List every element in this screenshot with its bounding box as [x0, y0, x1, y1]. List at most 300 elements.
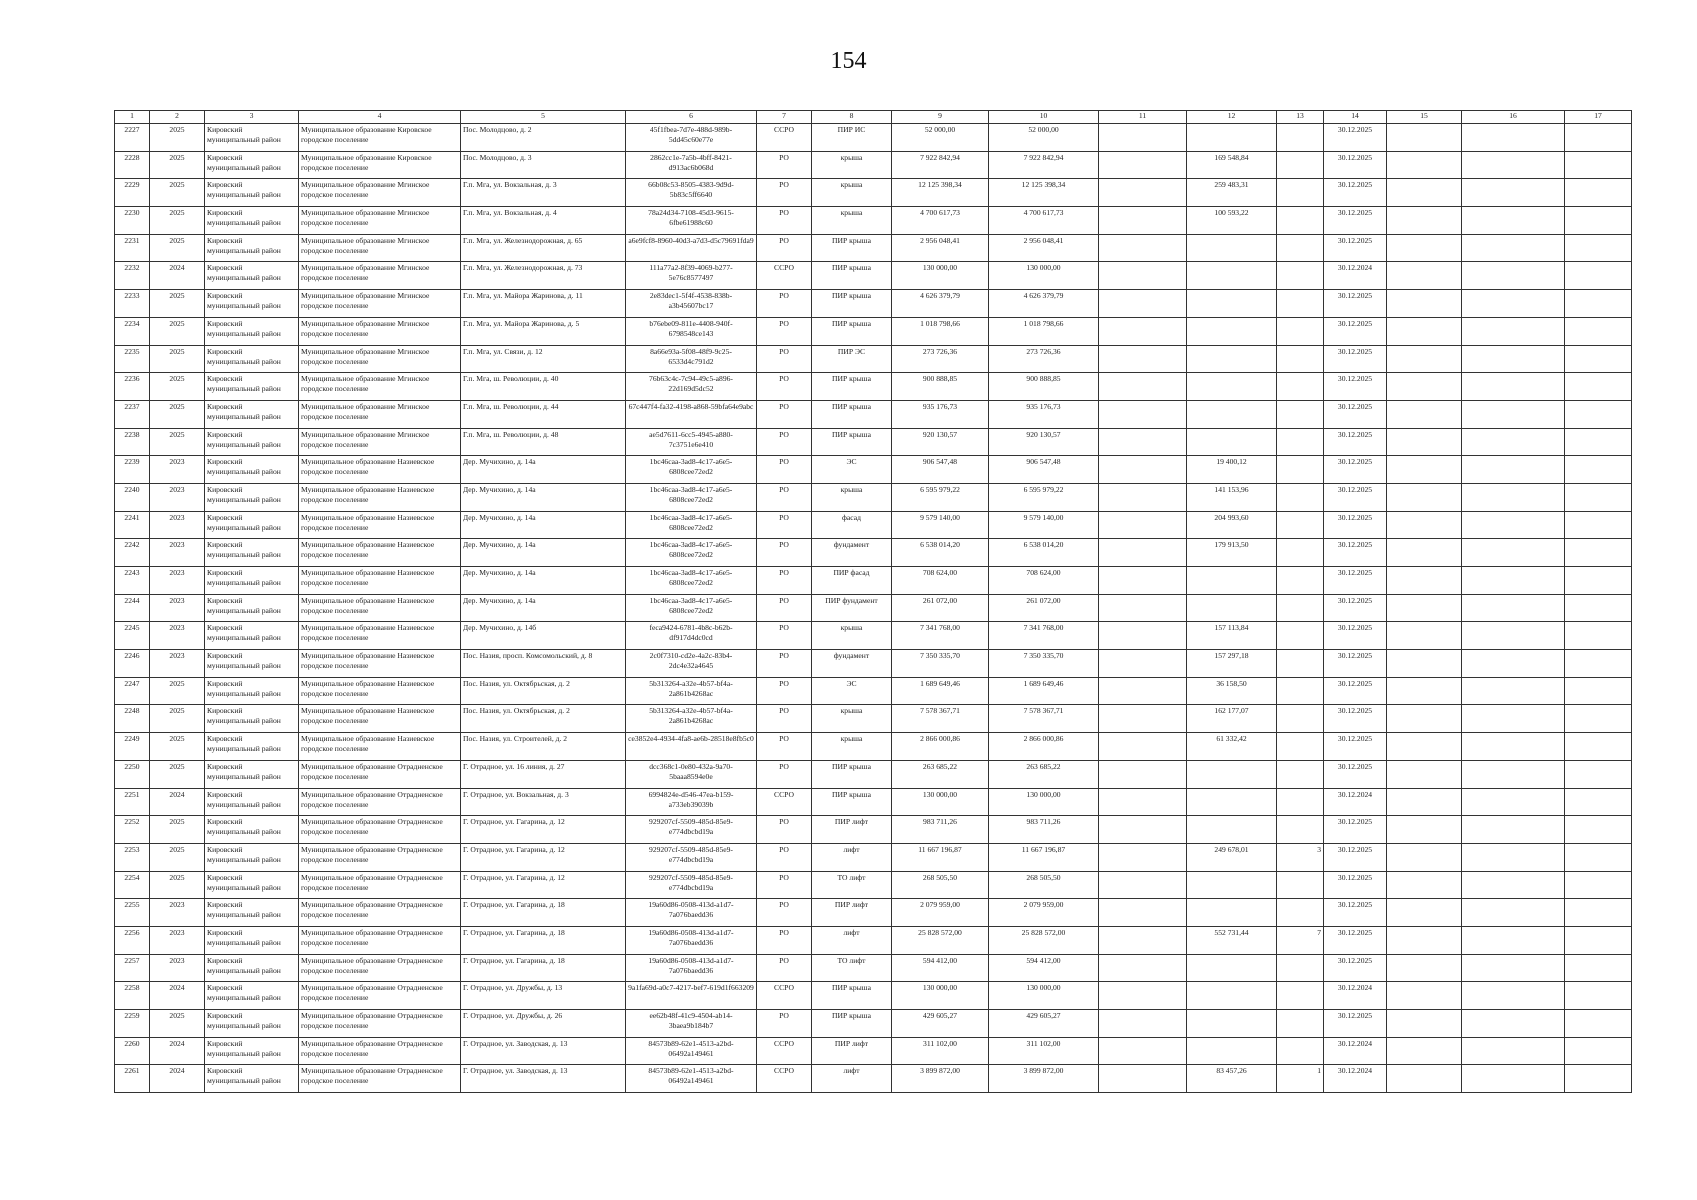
table-cell: 2862cc1e-7a5b-4bff-8421-d913ac6b068d — [626, 151, 757, 179]
table-cell — [1462, 373, 1565, 401]
table-cell: 1bc46caa-3ad8-4c17-a6e5-6808cee72ed2 — [626, 567, 757, 595]
table-cell: 30.12.2025 — [1324, 567, 1387, 595]
table-cell: 30.12.2025 — [1324, 234, 1387, 262]
table-cell: a6e9fcf8-8960-40d3-a7d3-d5c79691fda9 — [626, 234, 757, 262]
table-cell: Муниципальное образование Отрадненское городское поселение — [299, 760, 461, 788]
table-cell — [1462, 207, 1565, 235]
table-cell: Пос. Назия, ул. Октябрьская, д. 2 — [461, 705, 626, 733]
table-cell — [1277, 650, 1324, 678]
table-cell: ССРО — [757, 982, 812, 1010]
table-cell: Муниципальное образование Отрадненское городское поселение — [299, 1037, 461, 1065]
table-cell — [1387, 871, 1462, 899]
table-cell — [1462, 456, 1565, 484]
table-cell: 2245 — [115, 622, 150, 650]
table-cell — [1099, 400, 1187, 428]
table-cell: 7 341 768,00 — [989, 622, 1099, 650]
table-cell — [1099, 871, 1187, 899]
table-cell: 7 922 842,94 — [892, 151, 989, 179]
table-cell — [1277, 539, 1324, 567]
table-cell: Муниципальное образование Мгинское городское поселение — [299, 400, 461, 428]
table-row — [115, 151, 1632, 179]
table-cell — [1099, 982, 1187, 1010]
table-cell: ПИР крыша — [812, 400, 892, 428]
table-cell: 311 102,00 — [892, 1037, 989, 1065]
table-cell: Г. Отрадное, ул. Гагарина, д. 18 — [461, 954, 626, 982]
table-cell: 11 667 196,87 — [892, 843, 989, 871]
table-cell: фундамент — [812, 650, 892, 678]
table-cell: крыша — [812, 622, 892, 650]
table-cell: 2c0f7310-cd2e-4a2c-83b4-2dc4e32a4645 — [626, 650, 757, 678]
table-row — [115, 871, 1632, 899]
table-cell: 2232 — [115, 262, 150, 290]
table-cell: крыша — [812, 207, 892, 235]
table-cell: 900 888,85 — [892, 373, 989, 401]
table-cell: 157 297,18 — [1187, 650, 1277, 678]
table-cell: Кировский муниципальный район — [205, 290, 299, 318]
table-cell — [1277, 428, 1324, 456]
table-cell: РО — [757, 373, 812, 401]
table-cell — [1462, 400, 1565, 428]
table-cell: ПИР крыша — [812, 1010, 892, 1038]
table-cell — [1387, 982, 1462, 1010]
table-cell: 30.12.2024 — [1324, 1037, 1387, 1065]
table-cell: Кировский муниципальный район — [205, 400, 299, 428]
table-cell — [1099, 151, 1187, 179]
table-cell: 30.12.2024 — [1324, 262, 1387, 290]
table-cell: 7 350 335,70 — [892, 650, 989, 678]
table-cell — [1099, 124, 1187, 152]
table-cell: Г. Отрадное, ул. Гагарина, д. 12 — [461, 871, 626, 899]
table-cell — [1277, 317, 1324, 345]
table-cell: 5b313264-a32e-4b57-bf4a-2a861b4268ac — [626, 677, 757, 705]
table-cell — [1462, 124, 1565, 152]
table-cell — [1277, 207, 1324, 235]
table-cell: Г. Отрадное, ул. Гагарина, д. 18 — [461, 899, 626, 927]
table-cell: 263 685,22 — [989, 760, 1099, 788]
table-cell: ПИР крыша — [812, 290, 892, 318]
table-cell — [1099, 622, 1187, 650]
table-cell: 263 685,22 — [892, 760, 989, 788]
table-cell: 7 — [1277, 926, 1324, 954]
table-cell: ПИР крыша — [812, 317, 892, 345]
table-cell: лифт — [812, 1065, 892, 1093]
table-cell: Муниципальное образование Мгинское городское поселение — [299, 290, 461, 318]
table-cell: 2248 — [115, 705, 150, 733]
table-cell: 157 113,84 — [1187, 622, 1277, 650]
table-cell — [1277, 677, 1324, 705]
table-row — [115, 594, 1632, 622]
table-cell: Пос. Назия, просп. Комсомольский, д. 8 — [461, 650, 626, 678]
table-cell: 2023 — [150, 650, 205, 678]
table-cell: Г.п. Мга, ул. Железнодорожная, д. 73 — [461, 262, 626, 290]
table-cell — [1462, 262, 1565, 290]
column-header: 17 — [1565, 111, 1632, 124]
table-cell: 2025 — [150, 843, 205, 871]
table-cell: 2023 — [150, 483, 205, 511]
table-cell: 920 130,57 — [892, 428, 989, 456]
table-cell: 311 102,00 — [989, 1037, 1099, 1065]
table-cell: Муниципальное образование Отрадненское городское поселение — [299, 843, 461, 871]
table-cell — [1565, 428, 1632, 456]
table-cell: 2e83dec1-5f4f-4538-838b-a3b45607bc17 — [626, 290, 757, 318]
table-cell: 2023 — [150, 899, 205, 927]
table-cell: лифт — [812, 926, 892, 954]
table-cell: 2025 — [150, 760, 205, 788]
table-cell: Кировский муниципальный район — [205, 733, 299, 761]
table-cell — [1277, 982, 1324, 1010]
table-cell: 30.12.2025 — [1324, 539, 1387, 567]
table-cell: 30.12.2025 — [1324, 816, 1387, 844]
table-cell: 30.12.2025 — [1324, 899, 1387, 927]
table-cell: 7 341 768,00 — [892, 622, 989, 650]
table-cell: 2 079 959,00 — [892, 899, 989, 927]
table-cell: Г.п. Мга, ул. Вокзальная, д. 4 — [461, 207, 626, 235]
table-cell: Муниципальное образование Назиевское городское поселение — [299, 567, 461, 595]
table-cell: Пос. Назия, ул. Октябрьская, д. 2 — [461, 677, 626, 705]
table-cell: 2236 — [115, 373, 150, 401]
column-header: 11 — [1099, 111, 1187, 124]
table-cell: Кировский муниципальный район — [205, 124, 299, 152]
table-cell — [1387, 1010, 1462, 1038]
table-cell: 261 072,00 — [892, 594, 989, 622]
table-cell: 268 505,50 — [989, 871, 1099, 899]
table-cell: 2249 — [115, 733, 150, 761]
table-cell — [1277, 788, 1324, 816]
table-cell — [1187, 373, 1277, 401]
table-cell — [1099, 539, 1187, 567]
table-cell: 1bc46caa-3ad8-4c17-a6e5-6808cee72ed2 — [626, 483, 757, 511]
table-cell: 30.12.2025 — [1324, 373, 1387, 401]
table-cell — [1187, 262, 1277, 290]
table-cell — [1277, 290, 1324, 318]
table-cell: Г.п. Мга, ул. Связи, д. 12 — [461, 345, 626, 373]
table-cell: Дер. Мучихино, д. 14а — [461, 567, 626, 595]
table-row — [115, 234, 1632, 262]
table-cell: 84573b89-62e1-4513-a2bd-06492a149461 — [626, 1065, 757, 1093]
table-cell — [1565, 954, 1632, 982]
table-cell — [1565, 567, 1632, 595]
table-cell: 66b08c53-8505-4383-9d9d-5b83c5ff6640 — [626, 179, 757, 207]
table-cell: 2 079 959,00 — [989, 899, 1099, 927]
table-cell: 4 626 379,79 — [892, 290, 989, 318]
table-cell: РО — [757, 843, 812, 871]
table-cell — [1277, 511, 1324, 539]
table-cell — [1462, 428, 1565, 456]
table-cell — [1462, 151, 1565, 179]
table-cell: Кировский муниципальный район — [205, 677, 299, 705]
table-cell: 45f1fbea-7d7e-488d-989b-5dd45c60e77e — [626, 124, 757, 152]
table-cell: Дер. Мучихино, д. 14а — [461, 594, 626, 622]
table-cell: 19a60d86-0508-413d-a1d7-7a076baedd36 — [626, 926, 757, 954]
table-cell: 268 505,50 — [892, 871, 989, 899]
table-cell: 2024 — [150, 1065, 205, 1093]
table-cell: Дер. Мучихино, д. 14а — [461, 539, 626, 567]
table-cell — [1277, 400, 1324, 428]
table-cell: Кировский муниципальный район — [205, 345, 299, 373]
table-cell: Пос. Молодцово, д. 2 — [461, 124, 626, 152]
table-cell: 30.12.2025 — [1324, 428, 1387, 456]
table-cell: 3 899 872,00 — [989, 1065, 1099, 1093]
table-cell: Дер. Мучихино, д. 14а — [461, 456, 626, 484]
table-row — [115, 456, 1632, 484]
table-cell: Муниципальное образование Назиевское городское поселение — [299, 456, 461, 484]
table-cell: РО — [757, 871, 812, 899]
table-cell — [1387, 733, 1462, 761]
table-cell: Кировский муниципальный район — [205, 1037, 299, 1065]
table-cell — [1277, 1010, 1324, 1038]
table-row — [115, 816, 1632, 844]
table-cell: Кировский муниципальный район — [205, 594, 299, 622]
table-cell — [1187, 594, 1277, 622]
table-cell: Пос. Молодцово, д. 3 — [461, 151, 626, 179]
table-cell — [1462, 317, 1565, 345]
table-cell: ПИР ИС — [812, 124, 892, 152]
table-cell — [1565, 926, 1632, 954]
table-cell: ПИР лифт — [812, 899, 892, 927]
table-cell: 2025 — [150, 677, 205, 705]
table-cell — [1565, 234, 1632, 262]
table-cell: 929207cf-5509-485d-85e9-e774dbcbd19a — [626, 871, 757, 899]
table-cell — [1277, 567, 1324, 595]
table-cell — [1277, 871, 1324, 899]
table-cell: РО — [757, 677, 812, 705]
table-cell: РО — [757, 290, 812, 318]
table-cell: РО — [757, 207, 812, 235]
table-cell — [1187, 428, 1277, 456]
table-cell — [1387, 594, 1462, 622]
table-cell: 2241 — [115, 511, 150, 539]
table-cell: 19a60d86-0508-413d-a1d7-7a076baedd36 — [626, 954, 757, 982]
table-cell: 2247 — [115, 677, 150, 705]
table-cell: 983 711,26 — [892, 816, 989, 844]
table-cell: 30.12.2025 — [1324, 677, 1387, 705]
table-cell: 2244 — [115, 594, 150, 622]
table-cell: 30.12.2024 — [1324, 1065, 1387, 1093]
table-cell — [1099, 788, 1187, 816]
table-cell: крыша — [812, 179, 892, 207]
table-cell — [1099, 1065, 1187, 1093]
table-cell — [1099, 650, 1187, 678]
table-cell: 2025 — [150, 151, 205, 179]
column-header: 2 — [150, 111, 205, 124]
table-cell: 708 624,00 — [892, 567, 989, 595]
table-cell — [1462, 650, 1565, 678]
table-cell — [1565, 871, 1632, 899]
table-row — [115, 843, 1632, 871]
table-cell: 2025 — [150, 373, 205, 401]
table-cell: ПИР фундамент — [812, 594, 892, 622]
table-cell: 1 689 649,46 — [989, 677, 1099, 705]
table-cell — [1277, 760, 1324, 788]
table-cell: 983 711,26 — [989, 816, 1099, 844]
table-cell: Муниципальное образование Мгинское городское поселение — [299, 234, 461, 262]
table-cell: 30.12.2025 — [1324, 760, 1387, 788]
table-cell: 2023 — [150, 539, 205, 567]
table-cell — [1099, 567, 1187, 595]
table-cell: 259 483,31 — [1187, 179, 1277, 207]
table-cell — [1387, 1037, 1462, 1065]
table-cell — [1099, 816, 1187, 844]
table-cell: 2261 — [115, 1065, 150, 1093]
table-cell: 12 125 398,34 — [989, 179, 1099, 207]
table-cell: 1bc46caa-3ad8-4c17-a6e5-6808cee72ed2 — [626, 594, 757, 622]
table-cell — [1187, 1037, 1277, 1065]
table-cell: 52 000,00 — [989, 124, 1099, 152]
table-cell: 2230 — [115, 207, 150, 235]
table-cell: 2024 — [150, 262, 205, 290]
table-cell: 30.12.2025 — [1324, 179, 1387, 207]
table-cell: 2025 — [150, 428, 205, 456]
table-row — [115, 539, 1632, 567]
table-cell: 2024 — [150, 982, 205, 1010]
table-cell: Кировский муниципальный район — [205, 428, 299, 456]
table-cell: РО — [757, 428, 812, 456]
table-cell: 7 578 367,71 — [892, 705, 989, 733]
table-cell — [1565, 290, 1632, 318]
table-cell: Г.п. Мга, ул. Железнодорожная, д. 65 — [461, 234, 626, 262]
table-cell: Кировский муниципальный район — [205, 151, 299, 179]
table-row — [115, 760, 1632, 788]
table-cell: 6 595 979,22 — [892, 483, 989, 511]
table-cell — [1099, 234, 1187, 262]
table-cell: 2237 — [115, 400, 150, 428]
table-cell: РО — [757, 899, 812, 927]
table-cell: 36 158,50 — [1187, 677, 1277, 705]
table-cell: 2 956 048,41 — [892, 234, 989, 262]
register-table — [114, 110, 1632, 1093]
table-cell — [1099, 954, 1187, 982]
table-cell — [1387, 788, 1462, 816]
table-cell — [1099, 1010, 1187, 1038]
table-cell: 1 — [1277, 1065, 1324, 1093]
table-cell: 30.12.2025 — [1324, 705, 1387, 733]
table-cell: 169 548,84 — [1187, 151, 1277, 179]
table-cell: 249 678,01 — [1187, 843, 1277, 871]
table-cell — [1387, 151, 1462, 179]
column-header: 13 — [1277, 111, 1324, 124]
table-cell: Г. Отрадное, ул. Гагарина, д. 12 — [461, 843, 626, 871]
table-cell — [1387, 428, 1462, 456]
table-cell: крыша — [812, 705, 892, 733]
table-cell: 2 866 000,86 — [892, 733, 989, 761]
table-cell — [1187, 760, 1277, 788]
table-cell — [1277, 899, 1324, 927]
table-cell — [1462, 816, 1565, 844]
table-cell — [1462, 1065, 1565, 1093]
table-cell: 1 689 649,46 — [892, 677, 989, 705]
table-cell — [1099, 760, 1187, 788]
table-row — [115, 207, 1632, 235]
table-cell — [1462, 483, 1565, 511]
table-cell: 6 538 014,20 — [892, 539, 989, 567]
table-cell: Кировский муниципальный район — [205, 954, 299, 982]
table-cell — [1277, 151, 1324, 179]
table-cell: Г.п. Мга, ул. Майора Жаринова, д. 5 — [461, 317, 626, 345]
column-header: 15 — [1387, 111, 1462, 124]
table-cell: 30.12.2025 — [1324, 871, 1387, 899]
table-cell: 2 956 048,41 — [989, 234, 1099, 262]
table-cell: РО — [757, 400, 812, 428]
table-cell: 2024 — [150, 1037, 205, 1065]
table-cell: Пос. Назия, ул. Строителей, д. 2 — [461, 733, 626, 761]
table-cell — [1387, 705, 1462, 733]
table-cell: 2256 — [115, 926, 150, 954]
table-cell: 2025 — [150, 317, 205, 345]
table-cell: 30.12.2025 — [1324, 400, 1387, 428]
table-cell — [1462, 871, 1565, 899]
table-cell — [1099, 345, 1187, 373]
table-cell: 2025 — [150, 179, 205, 207]
table-cell: РО — [757, 539, 812, 567]
table-cell: ПИР крыша — [812, 428, 892, 456]
table-cell: 7 350 335,70 — [989, 650, 1099, 678]
table-cell: 30.12.2024 — [1324, 982, 1387, 1010]
table-cell — [1387, 843, 1462, 871]
table-cell: ТО лифт — [812, 954, 892, 982]
table-cell: 162 177,07 — [1187, 705, 1277, 733]
table-cell — [1187, 954, 1277, 982]
table-cell: 3 — [1277, 843, 1324, 871]
column-header: 16 — [1462, 111, 1565, 124]
table-cell: Муниципальное образование Отрадненское городское поселение — [299, 871, 461, 899]
table-cell — [1387, 567, 1462, 595]
table-cell: Г.п. Мга, ш. Революции, д. 48 — [461, 428, 626, 456]
table-cell: 9 579 140,00 — [892, 511, 989, 539]
table-cell: крыша — [812, 483, 892, 511]
table-cell: 30.12.2025 — [1324, 124, 1387, 152]
table-cell: 130 000,00 — [989, 262, 1099, 290]
table-cell: 920 130,57 — [989, 428, 1099, 456]
table-cell: 30.12.2025 — [1324, 456, 1387, 484]
table-cell: dcc368c1-0e80-432a-9a70-5baaa8594e0e — [626, 760, 757, 788]
table-cell: фундамент — [812, 539, 892, 567]
table-cell — [1387, 373, 1462, 401]
table-cell — [1565, 151, 1632, 179]
column-header: 3 — [205, 111, 299, 124]
table-cell: Кировский муниципальный район — [205, 899, 299, 927]
table-cell — [1187, 567, 1277, 595]
table-cell — [1277, 373, 1324, 401]
table-cell: ПИР крыша — [812, 262, 892, 290]
table-cell: Муниципальное образование Кировское городское поселение — [299, 124, 461, 152]
table-cell: 30.12.2025 — [1324, 594, 1387, 622]
table-cell: 273 726,36 — [892, 345, 989, 373]
table-cell: 906 547,48 — [989, 456, 1099, 484]
table-cell: 552 731,44 — [1187, 926, 1277, 954]
table-cell — [1565, 179, 1632, 207]
table-cell: Муниципальное образование Отрадненское городское поселение — [299, 954, 461, 982]
table-cell: крыша — [812, 151, 892, 179]
table-cell: 30.12.2025 — [1324, 1010, 1387, 1038]
table-cell: 2242 — [115, 539, 150, 567]
table-cell — [1099, 179, 1187, 207]
table-row — [115, 622, 1632, 650]
table-cell: 2231 — [115, 234, 150, 262]
table-cell: крыша — [812, 733, 892, 761]
table-cell — [1387, 207, 1462, 235]
column-header: 14 — [1324, 111, 1387, 124]
table-row — [115, 677, 1632, 705]
table-cell — [1387, 760, 1462, 788]
table-cell — [1099, 677, 1187, 705]
table-cell: РО — [757, 1010, 812, 1038]
table-cell — [1387, 899, 1462, 927]
table-cell: Муниципальное образование Мгинское городское поселение — [299, 207, 461, 235]
table-cell: 30.12.2025 — [1324, 511, 1387, 539]
table-cell: 100 593,22 — [1187, 207, 1277, 235]
table-cell — [1565, 622, 1632, 650]
table-cell: Муниципальное образование Назиевское городское поселение — [299, 705, 461, 733]
